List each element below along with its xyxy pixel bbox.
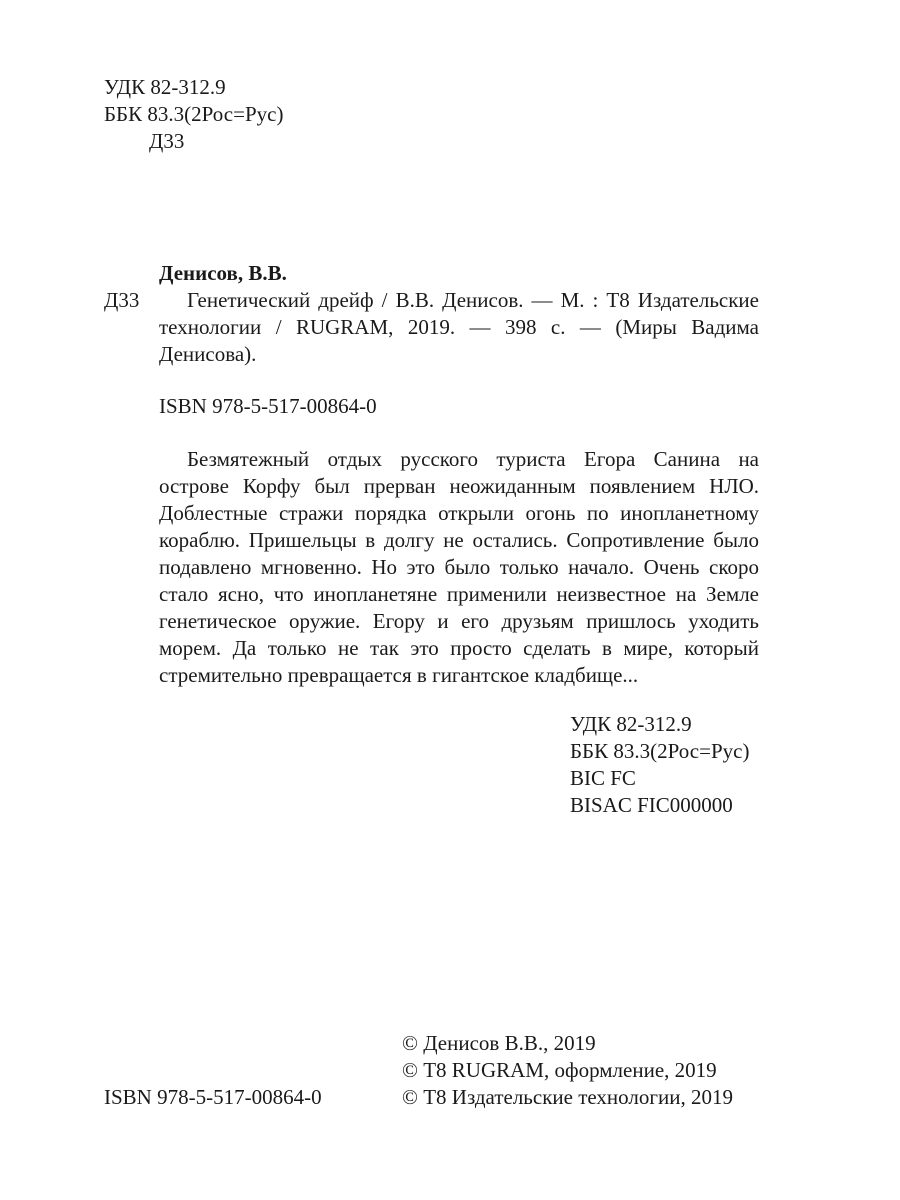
bic-code: BIC FC (570, 766, 636, 790)
top-udk-code: УДК 82-312.9 (104, 75, 226, 99)
copyright-line: © Денисов В.В., 2019 (402, 1031, 596, 1055)
top-codes (104, 74, 283, 155)
udk-code: УДК 82-312.9 (570, 712, 692, 736)
copyright-block (402, 1030, 733, 1111)
record-author-mark: Д33 (104, 288, 140, 312)
annotation-line: стремительно превращается в гигантское кладбище... (159, 663, 639, 687)
annotation-line: подавлено мгновенно. Но это было только начало. Очень скоро (159, 555, 759, 579)
description-line: технологии / RUGRAM, 2019. — 398 с. — (Миры Вадима (159, 315, 759, 339)
author-heading: Денисов, В.В. (159, 261, 287, 285)
annotation-line: Безмятежный отдых русского туриста Егора Санина на (187, 447, 759, 471)
bisac-code: BISAC FIC000000 (570, 793, 733, 817)
annotation-line: морем. Да только не так это просто сделать в мире, который (159, 636, 759, 660)
annotation-line: генетическое оружие. Егору и его друзьям пришлось уходить (159, 609, 759, 633)
annotation-line: острове Корфу был прерван неожиданным появлением НЛО. (159, 474, 759, 498)
copyright-line: © Т8 RUGRAM, оформление, 2019 (402, 1058, 717, 1082)
copyright-line: © Т8 Издательские технологии, 2019 (402, 1085, 733, 1109)
annotation-line: Доблестные стражи порядка открыли огонь по инопланетному (159, 501, 759, 525)
top-author-mark: Д33 (149, 129, 185, 153)
annotation-line: стало ясно, что инопланетяне применили неизвестное на Земле (159, 582, 759, 606)
bibliographic-description (159, 287, 759, 368)
annotation (159, 446, 759, 689)
description-line: Генетический дрейф / В.В. Денисов. — М. : Т8 Издательские (187, 288, 759, 312)
description-line: Денисова). (159, 342, 257, 366)
footer-isbn: ISBN 978-5-517-00864-0 (104, 1085, 322, 1109)
classification-block (570, 711, 749, 819)
bbk-code: ББК 83.3(2Рос=Рус) (570, 739, 750, 763)
record-isbn: ISBN 978-5-517-00864-0 (159, 394, 377, 418)
top-bbk-code: ББК 83.3(2Рос=Рус) (104, 102, 284, 126)
annotation-line: кораблю. Пришельцы в долгу не остались. Сопротивление было (159, 528, 759, 552)
